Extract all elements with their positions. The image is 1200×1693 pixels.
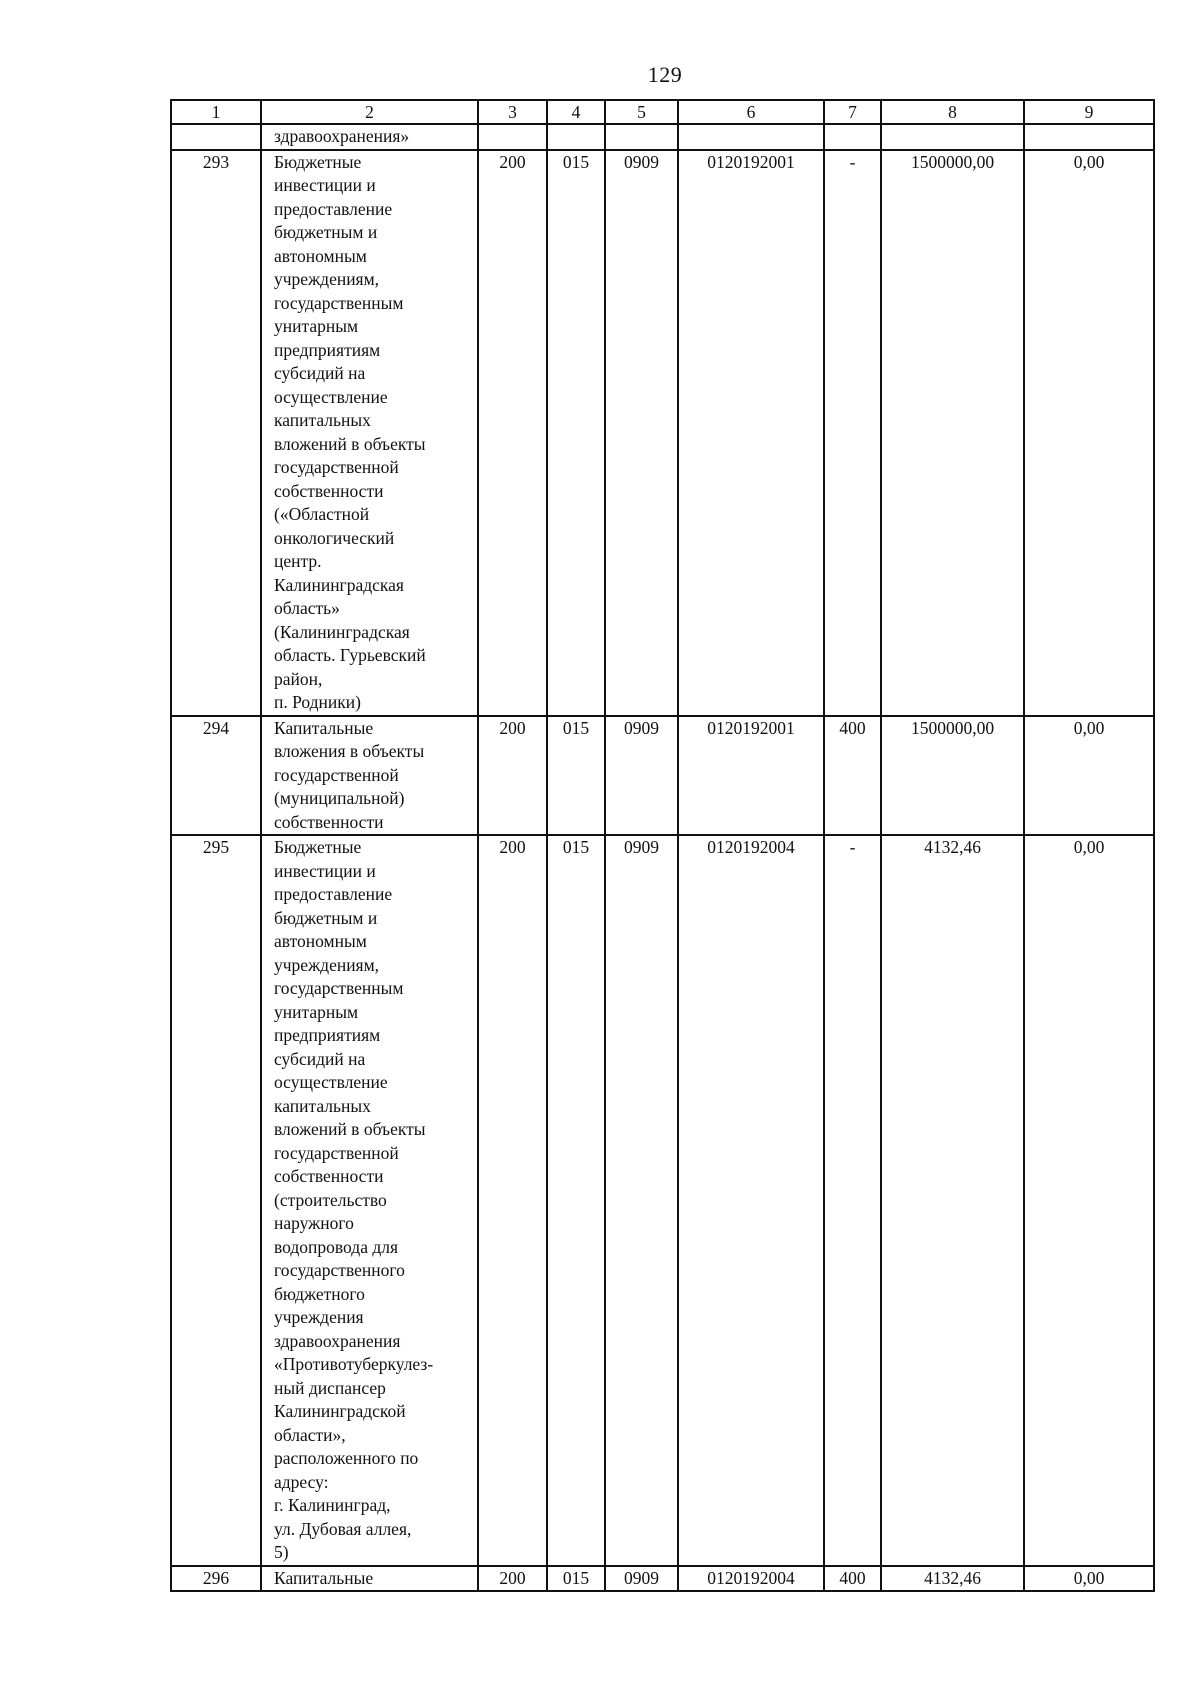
cell-col5: 0909 (605, 716, 678, 836)
table-cell (547, 124, 605, 150)
cell-col6: 0120192001 (678, 150, 824, 716)
cell-col6: 0120192001 (678, 716, 824, 836)
column-header: 6 (678, 100, 824, 124)
table-header-row (171, 100, 1154, 124)
cell-col5: 0909 (605, 835, 678, 1566)
table-cell (1024, 124, 1154, 150)
table-cell (171, 124, 261, 150)
row-description: Бюджетные инвестиции и предоставление бюджетным и автономным учреждениям, государственным унитарным предприятиям субсидий на осуществление капитальных вложений в объекты государственной собственности (строительство наружного водопровода для государственного бюджетного учреждения здравоохранения «Противотуберкулез- ный диспансер Калининградской области», расположенного по адресу: г. Калининград, ул. Дубовая аллея, 5) (261, 835, 478, 1566)
row-number: 295 (171, 835, 261, 1566)
cell-col9: 0,00 (1024, 150, 1154, 716)
row-number: 296 (171, 1566, 261, 1592)
cell-col4: 015 (547, 835, 605, 1566)
cell-col9: 0,00 (1024, 1566, 1154, 1592)
row-number: 293 (171, 150, 261, 716)
cell-col7: 400 (824, 1566, 881, 1592)
cell-col4: 015 (547, 150, 605, 716)
row-number: 294 (171, 716, 261, 836)
table-cell (678, 124, 824, 150)
column-header: 8 (881, 100, 1024, 124)
cell-col8: 4132,46 (881, 1566, 1024, 1592)
continuation-row (171, 124, 1154, 150)
row-description: Капитальные вложения в объекты государственной (муниципальной) собственности (261, 716, 478, 836)
cell-col5: 0909 (605, 1566, 678, 1592)
cell-col8: 4132,46 (881, 835, 1024, 1566)
cell-col9: 0,00 (1024, 716, 1154, 836)
cell-col3: 200 (478, 150, 547, 716)
column-header: 2 (261, 100, 478, 124)
column-header: 3 (478, 100, 547, 124)
table-cell (605, 124, 678, 150)
cell-col7: - (824, 150, 881, 716)
column-header: 5 (605, 100, 678, 124)
column-header: 7 (824, 100, 881, 124)
cell-col5: 0909 (605, 150, 678, 716)
cell-col4: 015 (547, 1566, 605, 1592)
table-cell (824, 124, 881, 150)
row-description: Капитальные (261, 1566, 478, 1592)
page-number: 129 (647, 62, 683, 87)
row-description: Бюджетные инвестиции и предоставление бюджетным и автономным учреждениям, государственным унитарным предприятиям субсидий на осуществление капитальных вложений в объекты государственной собственности («Областной онкологический центр. Калининградская область» (Калининградская область. Гурьевский район, п. Родники) (261, 150, 478, 716)
cell-col3: 200 (478, 716, 547, 836)
cell-col6: 0120192004 (678, 1566, 824, 1592)
column-header: 4 (547, 100, 605, 124)
cell-col7: - (824, 835, 881, 1566)
cell-col6: 0120192004 (678, 835, 824, 1566)
cell-col3: 200 (478, 1566, 547, 1592)
table-row (171, 835, 1154, 1566)
table-row (171, 150, 1154, 716)
cell-col7: 400 (824, 716, 881, 836)
cell-col3: 200 (478, 835, 547, 1566)
cell-col8: 1500000,00 (881, 150, 1024, 716)
table-cell (881, 124, 1024, 150)
column-header: 1 (171, 100, 261, 124)
cell-col9: 0,00 (1024, 835, 1154, 1566)
cell-col4: 015 (547, 716, 605, 836)
budget-table (170, 99, 1155, 1592)
table-row (171, 716, 1154, 836)
table-row (171, 1566, 1154, 1592)
table-cell (478, 124, 547, 150)
column-header: 9 (1024, 100, 1154, 124)
cell-col8: 1500000,00 (881, 716, 1024, 836)
continuation-text: здравоохранения» (261, 124, 478, 150)
